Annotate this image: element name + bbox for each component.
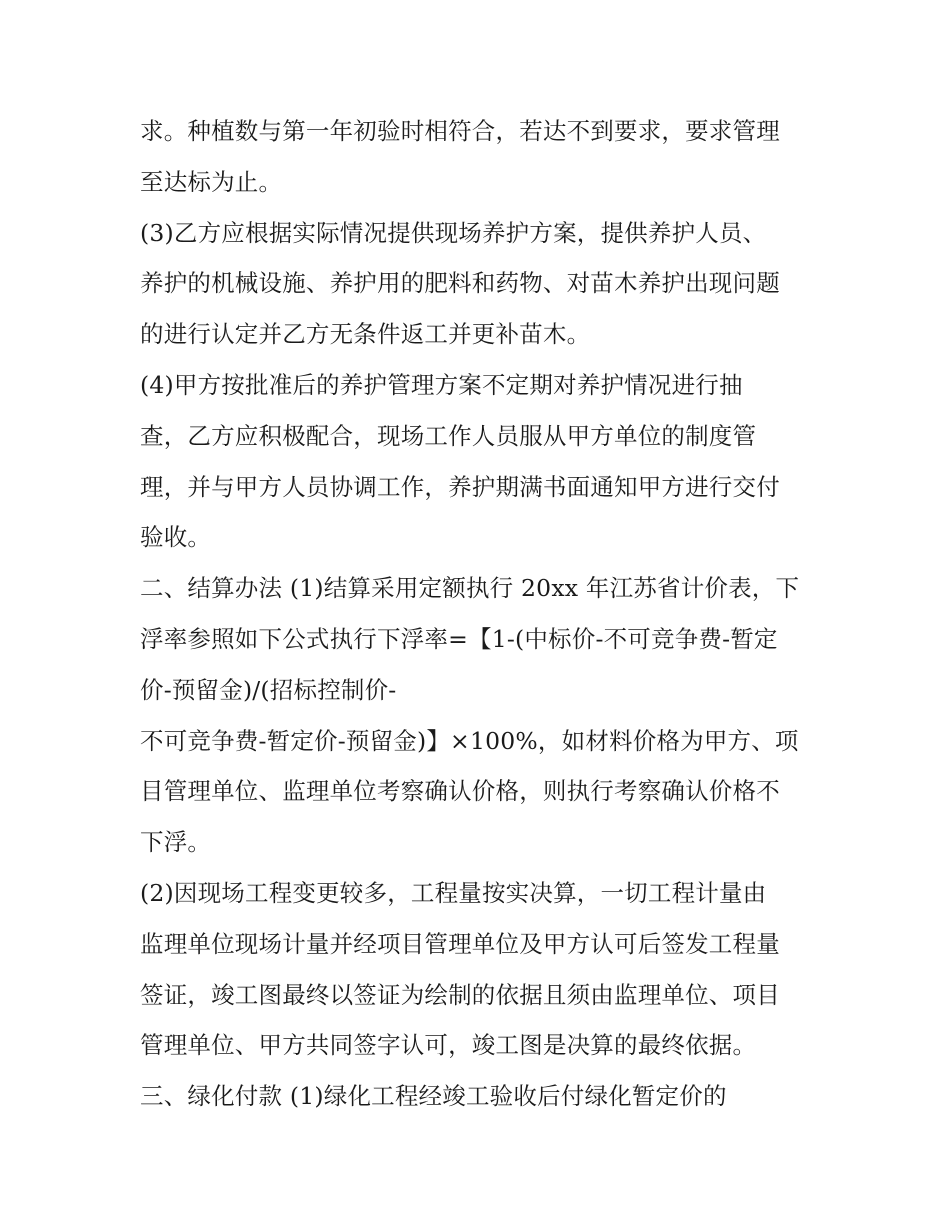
text-line: 养护的机械设施、养护用的肥料和药物、对苗木养护出现问题: [140, 269, 780, 298]
text-line: 下浮。: [140, 828, 212, 857]
text-line: 理，并与甲方人员协调工作，养护期满书面通知甲方进行交付: [140, 472, 780, 501]
text-line: (2)因现场工程变更较多，工程量按实决算，一切工程计量由: [140, 878, 767, 907]
text-line: 验收。: [140, 523, 212, 552]
text-line: 签证，竣工图最终以签证为绘制的依据且须由监理单位、项目: [140, 980, 780, 1009]
text-line: 目管理单位、监理单位考察确认价格，则执行考察确认价格不: [140, 777, 780, 806]
text-line: 查，乙方应积极配合，现场工作人员服从甲方单位的制度管: [140, 421, 757, 450]
text-line: 浮率参照如下公式执行下浮率=【1-(中标价-不可竞争费-暂定: [140, 624, 778, 653]
text-line: 二、结算办法 (1)结算采用定额执行 20xx 年江苏省计价表，下: [140, 574, 800, 603]
text-line: 监理单位现场计量并经项目管理单位及甲方认可后签发工程量: [140, 929, 780, 958]
text-line: 不可竞争费-暂定价-预留金)】×100%，如材料价格为甲方、项: [140, 726, 799, 755]
text-line: 的进行认定并乙方无条件返工并更补苗木。: [140, 320, 591, 349]
text-line: (3)乙方应根据实际情况提供现场养护方案，提供养护人员、: [140, 218, 767, 247]
text-line: 价-预留金)/(招标控制价-: [140, 675, 397, 704]
text-line: 管理单位、甲方共同签字认可，竣工图是决算的最终依据。: [140, 1031, 757, 1060]
document-body: [140, 106, 820, 1122]
text-line: (4)甲方按批准后的养护管理方案不定期对养护情况进行抽: [140, 370, 743, 399]
text-line: 求。种植数与第一年初验时相符合，若达不到要求，要求管理: [140, 117, 780, 145]
text-line: 至达标为止。: [140, 167, 283, 196]
text-line: 三、绿化付款 (1)绿化工程经竣工验收后付绿化暂定价的: [140, 1082, 727, 1111]
